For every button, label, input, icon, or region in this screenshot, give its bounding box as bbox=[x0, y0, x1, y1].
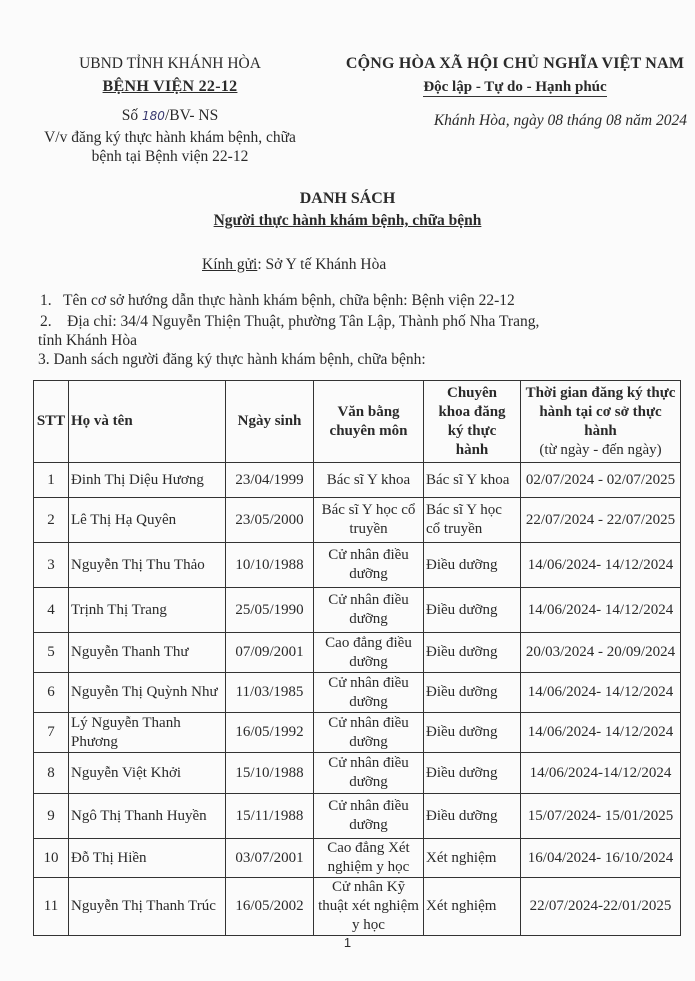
republic-name: CỘNG HÒA XÃ HỘI CHỦ NGHĨA VIỆT NAM bbox=[345, 55, 685, 72]
table-row bbox=[34, 588, 681, 633]
row-stt: 3 bbox=[34, 543, 69, 588]
header-specialty: Chuyên khoa đăng ký thực hành bbox=[424, 381, 521, 463]
table-row bbox=[34, 543, 681, 588]
row-specialty: Điều dưỡng bbox=[424, 633, 521, 673]
row-dob: 25/05/1990 bbox=[226, 588, 314, 633]
row-specialty: Điều dưỡng bbox=[424, 673, 521, 713]
row-degree: Cử nhân điều dưỡng bbox=[314, 713, 424, 753]
row-degree: Cử nhân điều dưỡng bbox=[314, 588, 424, 633]
row-time: 14/06/2024- 14/12/2024 bbox=[521, 543, 681, 588]
header-time-label: Thời gian đăng ký thực hành tại cơ sở thực hành bbox=[525, 384, 676, 439]
table-row bbox=[34, 633, 681, 673]
header-degree: Văn bằng chuyên môn bbox=[314, 381, 424, 463]
row-degree: Cao đẳng điều dưỡng bbox=[314, 633, 424, 673]
doc-number-suffix: /BV- NS bbox=[164, 107, 219, 124]
row-time: 15/07/2024- 15/01/2025 bbox=[521, 794, 681, 839]
item-registrant-list: 3. Danh sách người đăng ký thực hành khám bệnh, chữa bệnh: bbox=[38, 351, 426, 368]
row-degree: Bác sĩ Y khoa bbox=[314, 463, 424, 498]
subject-line-1: V/v đăng ký thực hành khám bệnh, chữa bbox=[44, 129, 296, 146]
table-body bbox=[34, 463, 681, 936]
table-row bbox=[34, 794, 681, 839]
table-row bbox=[34, 878, 681, 936]
row-degree: Cử nhân điều dưỡng bbox=[314, 673, 424, 713]
row-dob: 23/04/1999 bbox=[226, 463, 314, 498]
row-degree: Bác sĩ Y học cổ truyền bbox=[314, 498, 424, 543]
row-time: 14/06/2024- 14/12/2024 bbox=[521, 673, 681, 713]
header-stt: STT bbox=[34, 381, 69, 463]
row-specialty: Bác sĩ Y học cổ truyền bbox=[424, 498, 521, 543]
row-name: Ngô Thị Thanh Huyền bbox=[69, 794, 226, 839]
row-stt: 10 bbox=[34, 839, 69, 878]
row-specialty: Điều dưỡng bbox=[424, 588, 521, 633]
row-name: Nguyễn Thanh Thư bbox=[69, 633, 226, 673]
doc-number-handwritten: 180 bbox=[142, 109, 165, 123]
recipient-label: Kính gửi bbox=[202, 256, 258, 273]
row-stt: 7 bbox=[34, 713, 69, 753]
row-name: Nguyễn Việt Khởi bbox=[69, 753, 226, 794]
recipient-line bbox=[202, 256, 386, 274]
row-name: Đinh Thị Diệu Hương bbox=[69, 463, 226, 498]
row-dob: 15/10/1988 bbox=[226, 753, 314, 794]
item-address: 2. Địa chỉ: 34/4 Nguyễn Thiện Thuật, phường Tân Lập, Thành phố Nha Trang, bbox=[40, 313, 540, 330]
row-time: 02/07/2024 - 02/07/2025 bbox=[521, 463, 681, 498]
date-line: Khánh Hòa, ngày 08 tháng 08 năm 2024 bbox=[433, 112, 687, 129]
row-dob: 23/05/2000 bbox=[226, 498, 314, 543]
row-specialty: Điều dưỡng bbox=[424, 794, 521, 839]
header-dob: Ngày sinh bbox=[226, 381, 314, 463]
row-degree: Cử nhân điều dưỡng bbox=[314, 543, 424, 588]
row-time: 20/03/2024 - 20/09/2024 bbox=[521, 633, 681, 673]
subject-line-2: bệnh tại Bệnh viện 22-12 bbox=[91, 148, 249, 165]
recipient-value: : Sở Y tế Khánh Hòa bbox=[257, 256, 387, 273]
row-dob: 16/05/2002 bbox=[226, 878, 314, 936]
organization-name: BỆNH VIỆN 22-12 bbox=[102, 78, 238, 95]
row-dob: 07/09/2001 bbox=[226, 633, 314, 673]
row-stt: 1 bbox=[34, 463, 69, 498]
table-row bbox=[34, 753, 681, 794]
item-address-continued: tỉnh Khánh Hòa bbox=[38, 332, 138, 349]
row-specialty: Điều dưỡng bbox=[424, 543, 521, 588]
row-stt: 2 bbox=[34, 498, 69, 543]
header-time-note: (từ ngày - đến ngày) bbox=[539, 441, 662, 458]
row-time: 22/07/2024-22/01/2025 bbox=[521, 878, 681, 936]
row-dob: 15/11/1988 bbox=[226, 794, 314, 839]
row-time: 16/04/2024- 16/10/2024 bbox=[521, 839, 681, 878]
registrant-table bbox=[33, 380, 681, 936]
row-name: Lê Thị Hạ Quyên bbox=[69, 498, 226, 543]
table-header-row bbox=[34, 381, 681, 463]
authority-name: UBND TỈNH KHÁNH HÒA bbox=[79, 55, 261, 72]
row-dob: 10/10/1988 bbox=[226, 543, 314, 588]
table-row bbox=[34, 713, 681, 753]
header-name: Họ và tên bbox=[69, 381, 226, 463]
row-degree: Cao đẳng Xét nghiệm y học bbox=[314, 839, 424, 878]
row-specialty: Điều dưỡng bbox=[424, 713, 521, 753]
row-time: 14/06/2024- 14/12/2024 bbox=[521, 713, 681, 753]
row-name: Nguyễn Thị Quỳnh Như bbox=[69, 673, 226, 713]
doc-number-prefix: Số bbox=[121, 107, 143, 124]
row-stt: 11 bbox=[34, 878, 69, 936]
header-time bbox=[521, 381, 681, 463]
row-name: Lý Nguyễn Thanh Phương bbox=[69, 713, 226, 753]
row-name: Trịnh Thị Trang bbox=[69, 588, 226, 633]
subtitle-text: Người thực hành khám bệnh, chữa bệnh bbox=[213, 212, 482, 229]
national-motto bbox=[335, 76, 695, 98]
document-number bbox=[40, 104, 300, 128]
row-stt: 9 bbox=[34, 794, 69, 839]
row-name: Nguyễn Thị Thanh Trúc bbox=[69, 878, 226, 936]
table-row bbox=[34, 498, 681, 543]
row-dob: 11/03/1985 bbox=[226, 673, 314, 713]
table-row bbox=[34, 463, 681, 498]
row-stt: 8 bbox=[34, 753, 69, 794]
row-name: Đỗ Thị Hiền bbox=[69, 839, 226, 878]
row-stt: 4 bbox=[34, 588, 69, 633]
row-specialty: Điều dưỡng bbox=[424, 753, 521, 794]
row-specialty: Bác sĩ Y khoa bbox=[424, 463, 521, 498]
row-specialty: Xét nghiệm bbox=[424, 839, 521, 878]
row-dob: 16/05/1992 bbox=[226, 713, 314, 753]
row-dob: 03/07/2001 bbox=[226, 839, 314, 878]
row-stt: 5 bbox=[34, 633, 69, 673]
row-time: 22/07/2024 - 22/07/2025 bbox=[521, 498, 681, 543]
left-header bbox=[40, 52, 300, 168]
row-degree: Cử nhân Kỹ thuật xét nghiệm y học bbox=[314, 878, 424, 936]
row-specialty: Xét nghiệm bbox=[424, 878, 521, 936]
row-name: Nguyễn Thị Thu Thảo bbox=[69, 543, 226, 588]
page-number: 1 bbox=[343, 935, 352, 950]
row-time: 14/06/2024-14/12/2024 bbox=[521, 753, 681, 794]
item-facility-name: 1. Tên cơ sở hướng dẫn thực hành khám bệnh, chữa bệnh: Bệnh viện 22-12 bbox=[40, 292, 515, 309]
document-subtitle bbox=[0, 212, 695, 230]
table-row bbox=[34, 673, 681, 713]
document-title: DANH SÁCH bbox=[299, 190, 396, 207]
row-degree: Cử nhân điều dưỡng bbox=[314, 753, 424, 794]
motto-text: Độc lập - Tự do - Hạnh phúc bbox=[423, 79, 607, 95]
table-row bbox=[34, 839, 681, 878]
row-stt: 6 bbox=[34, 673, 69, 713]
row-degree: Cử nhân điều dưỡng bbox=[314, 794, 424, 839]
row-time: 14/06/2024- 14/12/2024 bbox=[521, 588, 681, 633]
right-header bbox=[335, 52, 695, 129]
